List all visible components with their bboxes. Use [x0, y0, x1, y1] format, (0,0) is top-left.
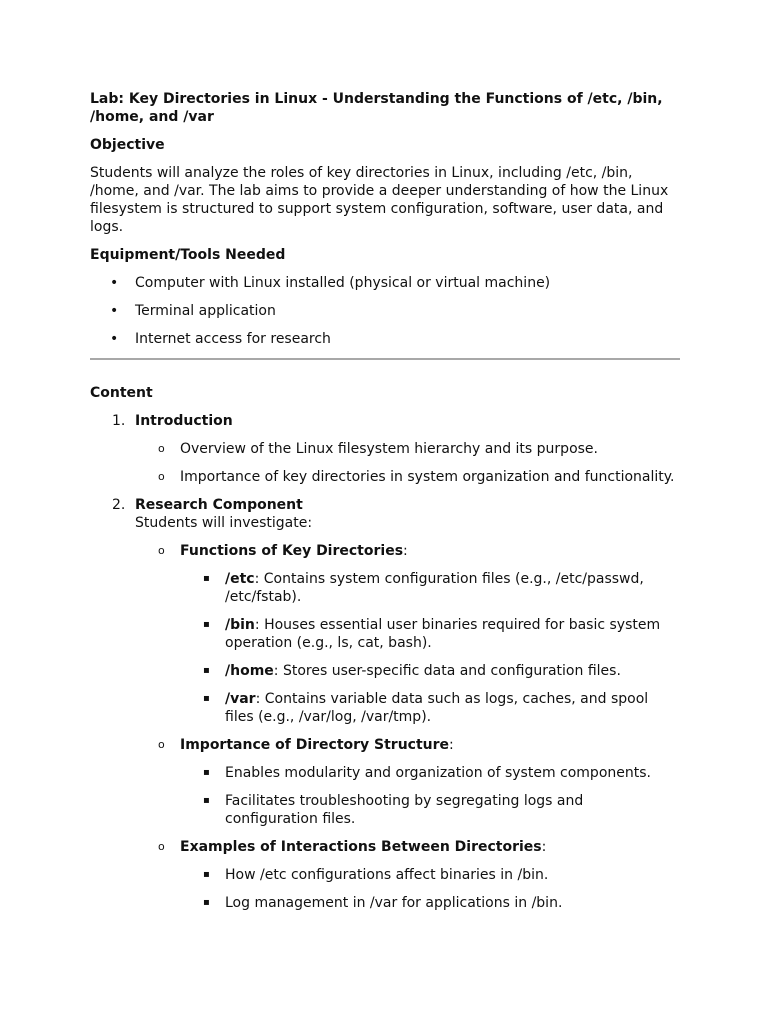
list-item: ▪ /bin: Houses essential user binaries required for basic system operation (e.g., ls, cat, bash).: [203, 617, 661, 651]
functions-subheading: o Functions of Key Directories:: [158, 543, 408, 559]
list-item: ▪ /etc: Contains system configuration files (e.g., /etc/passwd, /etc/fstab).: [203, 571, 644, 605]
research-title: Research Component: [135, 497, 303, 513]
section-divider: [90, 358, 680, 360]
circle-bullet: o: [158, 738, 165, 751]
intro-section: [90, 412, 680, 430]
bullet-mark: •: [110, 331, 119, 347]
examples-subheading: o Examples of Interactions Between Directories:: [158, 839, 547, 855]
square-bullet: ▪: [203, 619, 210, 630]
list-item: o Importance of key directories in system organization and functionality.: [158, 469, 675, 485]
circle-bullet: o: [158, 840, 165, 853]
list-item: ▪ Log management in /var for applications in /bin.: [203, 895, 563, 911]
objective-text: Students will analyze the roles of key directories in Linux, including /etc, /bin, /home, and /var. The lab aims to provide a deeper understanding of how the Linux filesystem is structured to support system configuration, software, user data, and logs.: [90, 165, 669, 235]
list-item: ▪ How /etc configurations affect binaries in /bin.: [203, 867, 549, 883]
square-bullet: ▪: [203, 693, 210, 704]
circle-bullet: o: [158, 470, 165, 483]
square-bullet: ▪: [203, 573, 210, 584]
square-bullet: ▪: [203, 665, 210, 676]
square-bullet: ▪: [203, 897, 210, 908]
circle-bullet: o: [158, 544, 165, 557]
square-bullet: ▪: [203, 767, 210, 778]
list-item: ▪ Enables modularity and organization of system components.: [203, 765, 651, 781]
list-item: • Computer with Linux installed (physical or virtual machine): [110, 275, 551, 291]
list-item: o Overview of the Linux filesystem hierarchy and its purpose.: [158, 441, 598, 457]
bullet-mark: •: [110, 275, 119, 291]
equipment-heading: Equipment/Tools Needed: [90, 247, 286, 263]
list-item: ▪ /home: Stores user-specific data and configuration files.: [203, 663, 621, 679]
dir-name: /bin: [225, 617, 255, 633]
square-bullet: ▪: [203, 869, 210, 880]
list-item: • Internet access for research: [110, 331, 331, 347]
dir-name: /etc: [225, 571, 255, 587]
page-title: Lab: Key Directories in Linux - Understanding the Functions of /etc, /bin, /home, and /var: [90, 91, 663, 125]
square-bullet: ▪: [203, 795, 210, 806]
bullet-mark: •: [110, 303, 119, 319]
research-lead: Students will investigate:: [135, 515, 313, 531]
document-page: [90, 90, 680, 922]
list-item: ▪ /var: Contains variable data such as logs, caches, and spool files (e.g., /var/log, /var/tmp).: [203, 691, 649, 725]
list-item: • Terminal application: [110, 303, 276, 319]
dir-name: /home: [225, 663, 274, 679]
importance-subheading: o Importance of Directory Structure:: [158, 737, 454, 753]
circle-bullet: o: [158, 442, 165, 455]
content-heading: Content: [90, 385, 153, 401]
list-number: 1.: [112, 413, 126, 429]
list-number: 2.: [112, 497, 126, 513]
dir-name: /var: [225, 691, 256, 707]
intro-title: Introduction: [135, 413, 233, 429]
equipment-list: [90, 274, 680, 348]
objective-heading: Objective: [90, 137, 165, 153]
list-item: ▪ Facilitates troubleshooting by segregating logs and configuration files.: [203, 793, 584, 827]
research-section: [90, 496, 680, 532]
